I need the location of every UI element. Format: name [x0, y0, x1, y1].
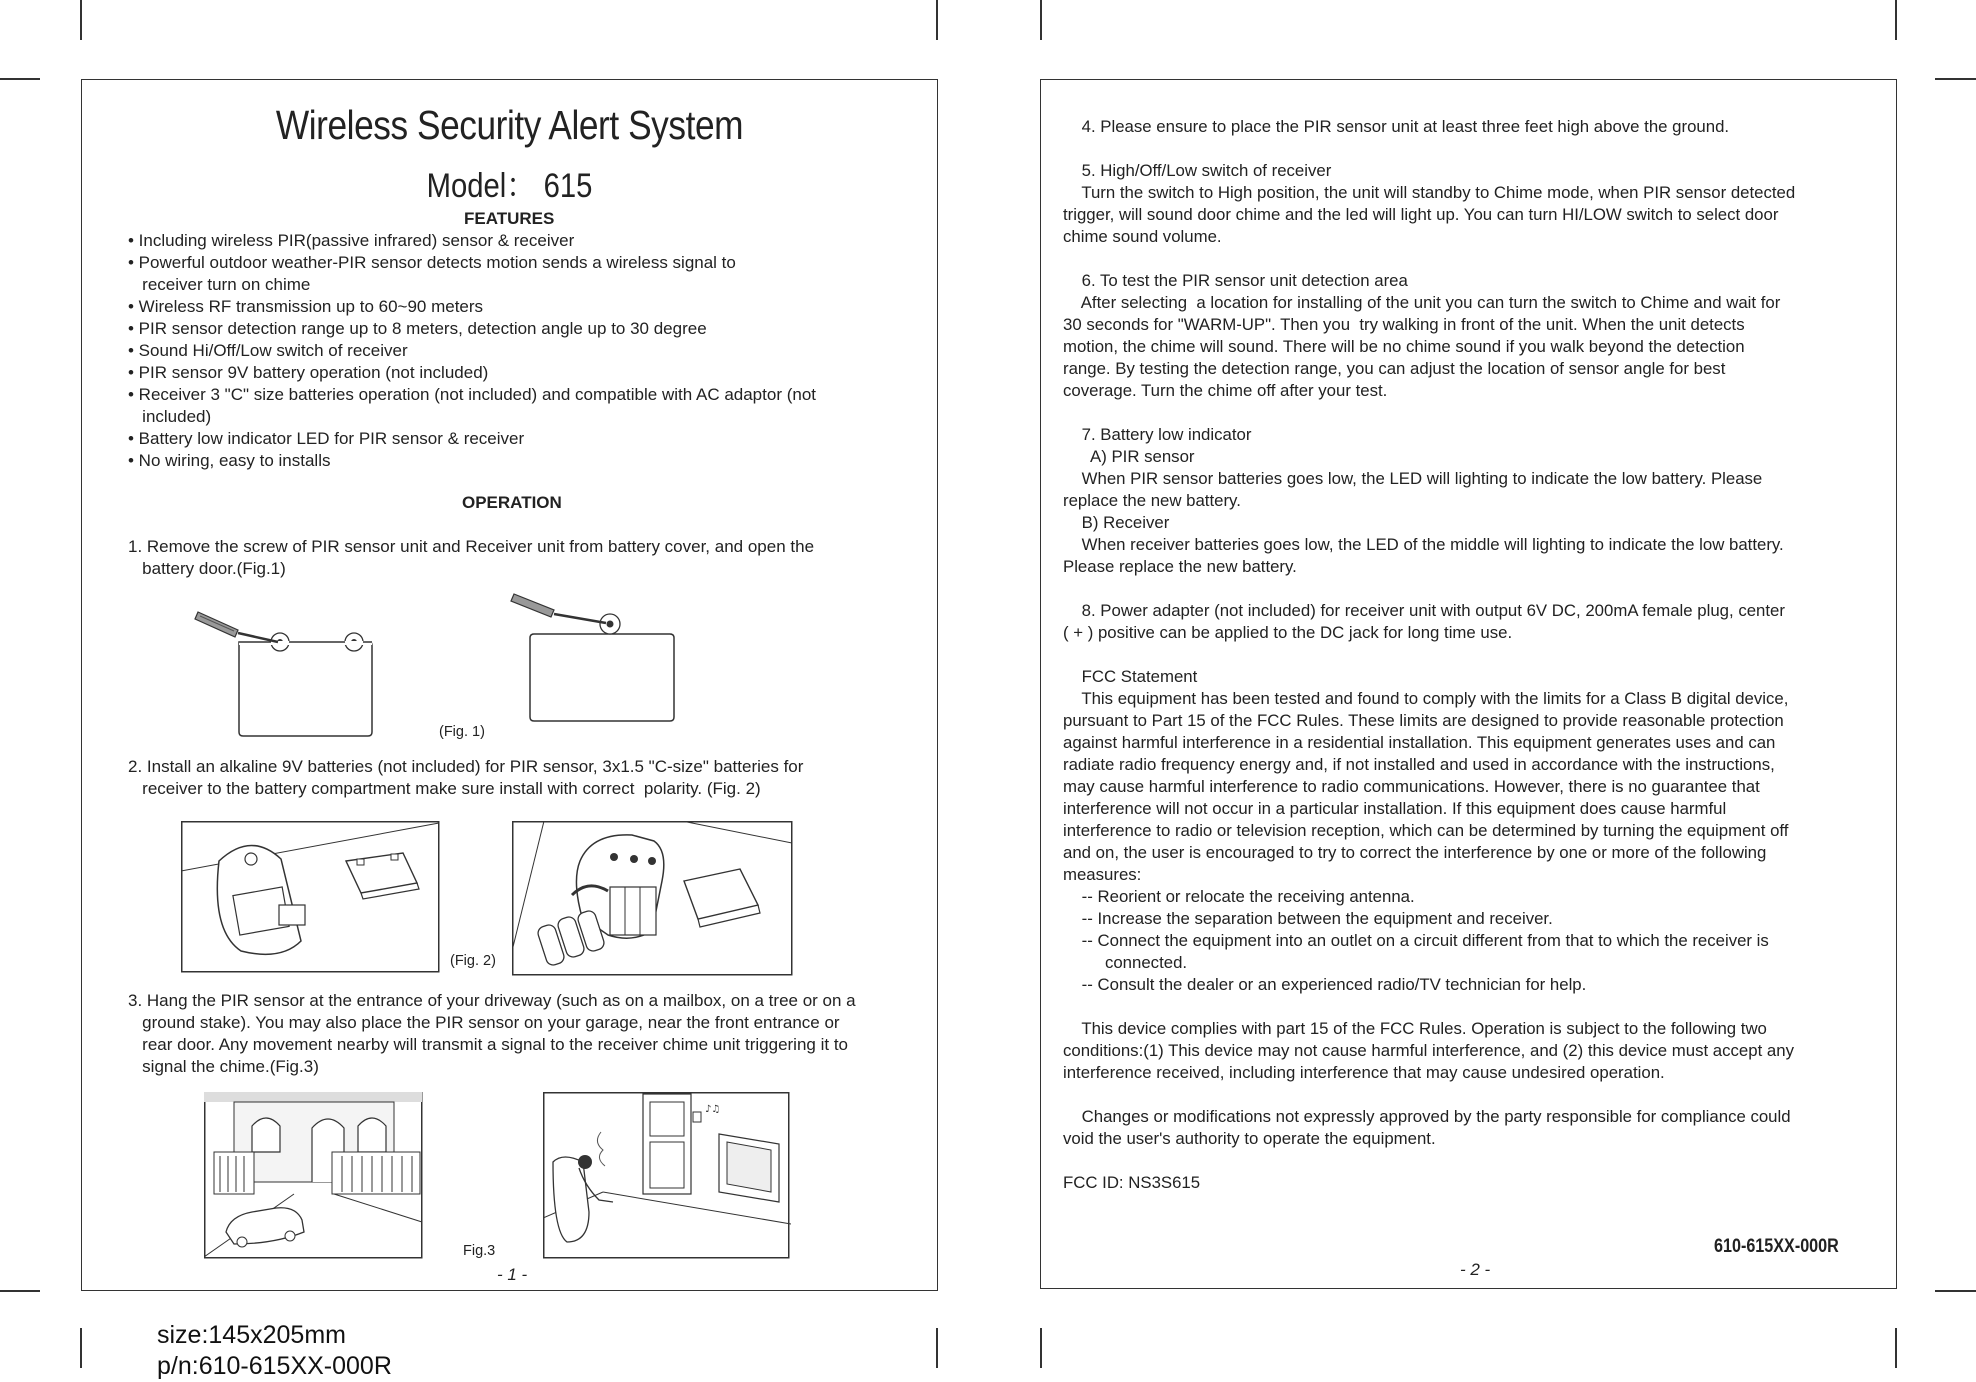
step-3-line: signal the chime.(Fig.3): [128, 1057, 319, 1076]
crop-mark: [80, 1328, 82, 1368]
text-line: Changes or modifications not expressly approved by the party responsible for compliance could: [1063, 1107, 1791, 1126]
features-heading: FEATURES: [464, 209, 555, 228]
step-2-line: 2. Install an alkaline 9V batteries (not included) for PIR sensor, 3x1.5 "C-size" batteries for: [128, 757, 804, 776]
text-line: motion, the chime will sound. There will be no chime sound if you walk beyond the detection: [1063, 337, 1745, 356]
text-line: -- Consult the dealer or an experienced radio/TV technician for help.: [1063, 975, 1587, 994]
text-line: -- Increase the separation between the equipment and receiver.: [1063, 909, 1553, 928]
fig3-caption: Fig.3: [463, 1243, 496, 1259]
feature-line: • Wireless RF transmission up to 60~90 meters: [128, 297, 484, 316]
feature-line: • Receiver 3 "C" size batteries operation (not included) and compatible with AC adaptor (not: [128, 385, 816, 404]
feature-line: • No wiring, easy to installs: [128, 451, 331, 470]
operation-heading: OPERATION: [462, 493, 562, 512]
text-line: and on, the user is encouraged to try to correct the interference by one or more of the following: [1063, 843, 1767, 862]
text-line: radiate radio frequency energy and, if not installed and used in accordance with the instructions,: [1063, 755, 1775, 774]
crop-mark: [1895, 0, 1897, 40]
text-line: trigger, will sound door chime and the led will light up. You can turn HI/LOW switch to select door: [1063, 205, 1779, 224]
page-1-number: - 1 -: [497, 1265, 528, 1284]
text-line: range. By testing the detection range, you can adjust the location of sensor angle for best: [1063, 359, 1726, 378]
text-line: ( + ) positive can be applied to the DC jack for long time use.: [1063, 623, 1513, 642]
footer-part-number: p/n:610-615XX-000R: [157, 1352, 392, 1380]
step-3-line: 3. Hang the PIR sensor at the entrance of your driveway (such as on a mailbox, on a tree or on a: [128, 991, 856, 1010]
text-line: connected.: [1063, 953, 1188, 972]
text-line: This device complies with part 15 of the FCC Rules. Operation is subject to the following two: [1063, 1019, 1767, 1038]
crop-mark: [0, 1290, 40, 1292]
step-2-line: receiver to the battery compartment make sure install with correct polarity. (Fig. 2): [128, 779, 761, 798]
page-1: [81, 79, 938, 1291]
text-line: 4. Please ensure to place the PIR sensor unit at least three feet high above the ground.: [1063, 117, 1730, 136]
crop-mark: [936, 1328, 938, 1368]
fig3-interior-illustration: [543, 1092, 791, 1260]
text-line: interference to radio or television reception, which can be determined by turning the equipment off: [1063, 821, 1789, 840]
crop-mark: [1895, 1328, 1897, 1368]
document-title: Wireless Security Alert System: [275, 102, 744, 148]
step-1-line: 1. Remove the screw of PIR sensor unit and Receiver unit from battery cover, and open the: [128, 537, 815, 556]
text-line: 30 seconds for "WARM-UP". Then you try walking in front of the unit. When the unit detects: [1063, 315, 1745, 334]
fig1-caption: (Fig. 1): [439, 724, 485, 740]
step-1-line: battery door.(Fig.1): [128, 559, 286, 578]
model-number: Model： 615: [426, 167, 593, 205]
text-line: -- Reorient or relocate the receiving antenna.: [1063, 887, 1415, 906]
text-line: A) PIR sensor: [1063, 447, 1195, 466]
step-3-line: rear door. Any movement nearby will transmit a signal to the receiver chime unit triggering it to: [128, 1035, 848, 1054]
text-line: This equipment has been tested and found to comply with the limits for a Class B digital device,: [1063, 689, 1789, 708]
text-line: against harmful interference in a residential installation. This equipment generates uses and can: [1063, 733, 1776, 752]
text-line: coverage. Turn the chime off after your test.: [1063, 381, 1388, 400]
svg-text:♪♫: ♪♫: [705, 1104, 721, 1115]
text-line: 7. Battery low indicator: [1063, 425, 1252, 444]
feature-line: • PIR sensor detection range up to 8 meters, detection angle up to 30 degree: [128, 319, 707, 338]
text-line: After selecting a location for installing of the unit you can turn the switch to Chime and wait for: [1063, 293, 1781, 312]
footer-size: size:145x205mm: [157, 1321, 346, 1349]
fig2-left-illustration: [181, 821, 441, 973]
text-line: may cause harmful interference to radio communications. However, there is no guarantee that: [1063, 777, 1760, 796]
feature-line: • Battery low indicator LED for PIR sensor & receiver: [128, 429, 525, 448]
crop-mark: [1040, 1328, 1042, 1368]
text-line: pursuant to Part 15 of the FCC Rules. These limits are designed to provide reasonable protection: [1063, 711, 1784, 730]
text-line: void the user's authority to operate the equipment.: [1063, 1129, 1436, 1148]
fig1-left-illustration: [190, 600, 400, 740]
fig2-right-illustration: [512, 821, 794, 977]
feature-line: receiver turn on chime: [128, 275, 311, 294]
text-line: replace the new battery.: [1063, 491, 1241, 510]
fig2-caption: (Fig. 2): [450, 953, 496, 969]
step-3-line: ground stake). You may also place the PIR sensor on your garage, near the front entrance or: [128, 1013, 840, 1032]
feature-line: • Powerful outdoor weather-PIR sensor detects motion sends a wireless signal to: [128, 253, 736, 272]
text-line: B) Receiver: [1063, 513, 1170, 532]
text-line: 8. Power adapter (not included) for receiver unit with output 6V DC, 200mA female plug, center: [1063, 601, 1785, 620]
fig1-right-illustration: [510, 590, 690, 725]
feature-line: included): [128, 407, 212, 426]
text-line: 6. To test the PIR sensor unit detection area: [1063, 271, 1408, 290]
text-line: conditions:(1) This device may not cause harmful interference, and (2) this device must accept any: [1063, 1041, 1794, 1060]
feature-line: • Including wireless PIR(passive infrared) sensor & receiver: [128, 231, 575, 250]
text-line: 5. High/Off/Low switch of receiver: [1063, 161, 1332, 180]
fcc-id: FCC ID: NS3S615: [1063, 1173, 1201, 1192]
text-line: Turn the switch to High position, the unit will standby to Chime mode, when PIR sensor detected: [1063, 183, 1796, 202]
crop-mark: [1040, 0, 1042, 40]
text-line: chime sound volume.: [1063, 227, 1222, 246]
text-line: When PIR sensor batteries goes low, the LED will lighting to indicate the low battery. Please: [1063, 469, 1763, 488]
feature-line: • PIR sensor 9V battery operation (not included): [128, 363, 489, 382]
crop-mark: [936, 0, 938, 40]
fig3-house-illustration: [204, 1092, 424, 1260]
text-line: FCC Statement: [1063, 667, 1198, 686]
crop-mark: [1935, 78, 1976, 80]
text-line: When receiver batteries goes low, the LED of the middle will lighting to indicate the low battery.: [1063, 535, 1784, 554]
page-2: [1040, 79, 1897, 1289]
crop-mark: [1935, 1290, 1976, 1292]
text-line: interference will not occur in a particular installation. If this equipment does cause harmful: [1063, 799, 1727, 818]
page-2-number: - 2 -: [1460, 1260, 1491, 1279]
part-code: 610-615XX-000R: [1714, 1236, 1839, 1257]
text-line: measures:: [1063, 865, 1142, 884]
text-line: -- Connect the equipment into an outlet on a circuit different from that to which the receiver is: [1063, 931, 1769, 950]
feature-line: • Sound Hi/Off/Low switch of receiver: [128, 341, 408, 360]
text-line: Please replace the new battery.: [1063, 557, 1297, 576]
crop-mark: [80, 0, 82, 40]
text-line: interference received, including interference that may cause undesired operation.: [1063, 1063, 1665, 1082]
crop-mark: [0, 78, 40, 80]
